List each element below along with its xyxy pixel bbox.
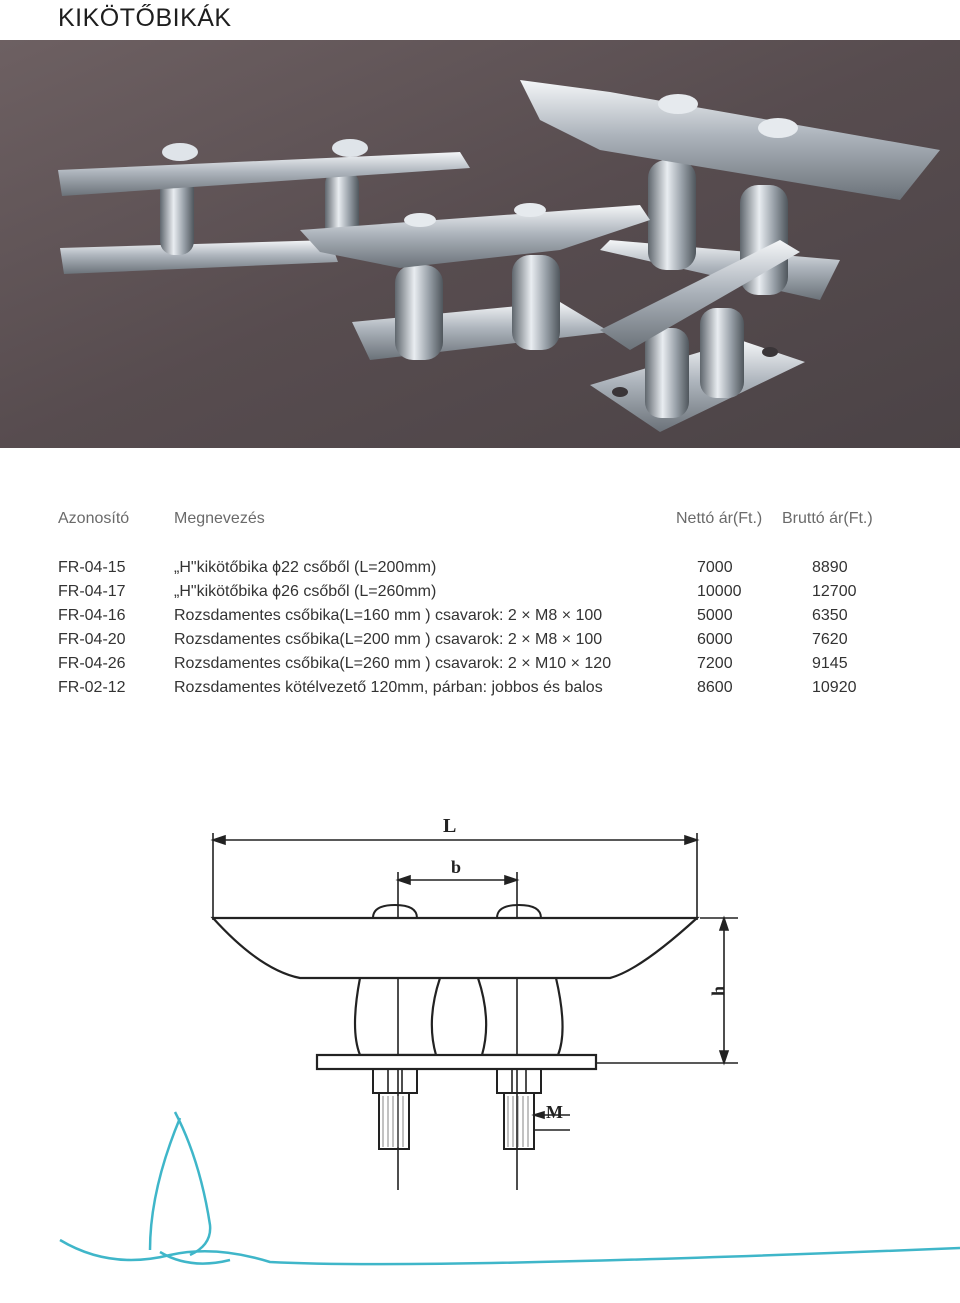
page-title: KIKÖTŐBIKÁK	[58, 4, 232, 32]
table-header	[0, 510, 960, 534]
table-row	[0, 583, 960, 607]
row-name: „H"kikötőbika ϕ26 csőből (L=260mm)	[174, 583, 437, 600]
label-M: M	[546, 1102, 563, 1122]
row-name: „H"kikötőbika ϕ22 csőből (L=200mm)	[174, 559, 437, 576]
row-net: 5000	[697, 607, 733, 624]
row-gross: 9145	[812, 655, 848, 672]
header-gross: Bruttó ár(Ft.)	[782, 510, 873, 527]
row-id: FR-04-17	[58, 583, 126, 600]
table-row	[0, 559, 960, 583]
row-name: Rozsdamentes csőbika(L=160 mm ) csavarok: 2 × M8 × 100	[174, 607, 603, 624]
header-name: Megnevezés	[174, 510, 265, 527]
label-h: h	[708, 985, 728, 996]
row-name: Rozsdamentes csőbika(L=200 mm ) csavarok: 2 × M8 × 100	[174, 631, 603, 648]
header-id: Azonosító	[58, 510, 130, 527]
row-id: FR-02-12	[58, 679, 126, 696]
row-gross: 7620	[812, 631, 848, 648]
label-b: b	[451, 857, 462, 877]
row-gross: 8890	[812, 559, 848, 576]
technical-drawing	[0, 800, 960, 1298]
row-gross: 10920	[812, 679, 857, 696]
row-id: FR-04-15	[58, 559, 126, 576]
row-gross: 6350	[812, 607, 848, 624]
header-net: Nettó ár(Ft.)	[676, 510, 763, 527]
row-net: 6000	[697, 631, 733, 648]
row-net: 7200	[697, 655, 733, 672]
label-L: L	[443, 815, 457, 837]
wave-decoration	[60, 1112, 960, 1264]
price-table	[0, 510, 960, 703]
row-net: 10000	[697, 583, 742, 600]
row-name: Rozsdamentes kötélvezető 120mm, párban: jobbos és balos	[174, 679, 603, 696]
table-row	[0, 679, 960, 703]
row-name: Rozsdamentes csőbika(L=260 mm ) csavarok: 2 × M10 × 120	[174, 655, 612, 672]
table-row	[0, 655, 960, 679]
table-row	[0, 631, 960, 655]
row-id: FR-04-20	[58, 631, 126, 648]
row-net: 8600	[697, 679, 733, 696]
row-id: FR-04-16	[58, 607, 126, 624]
row-net: 7000	[697, 559, 733, 576]
table-row	[0, 607, 960, 631]
row-id: FR-04-26	[58, 655, 126, 672]
product-photo	[0, 40, 960, 448]
row-gross: 12700	[812, 583, 857, 600]
